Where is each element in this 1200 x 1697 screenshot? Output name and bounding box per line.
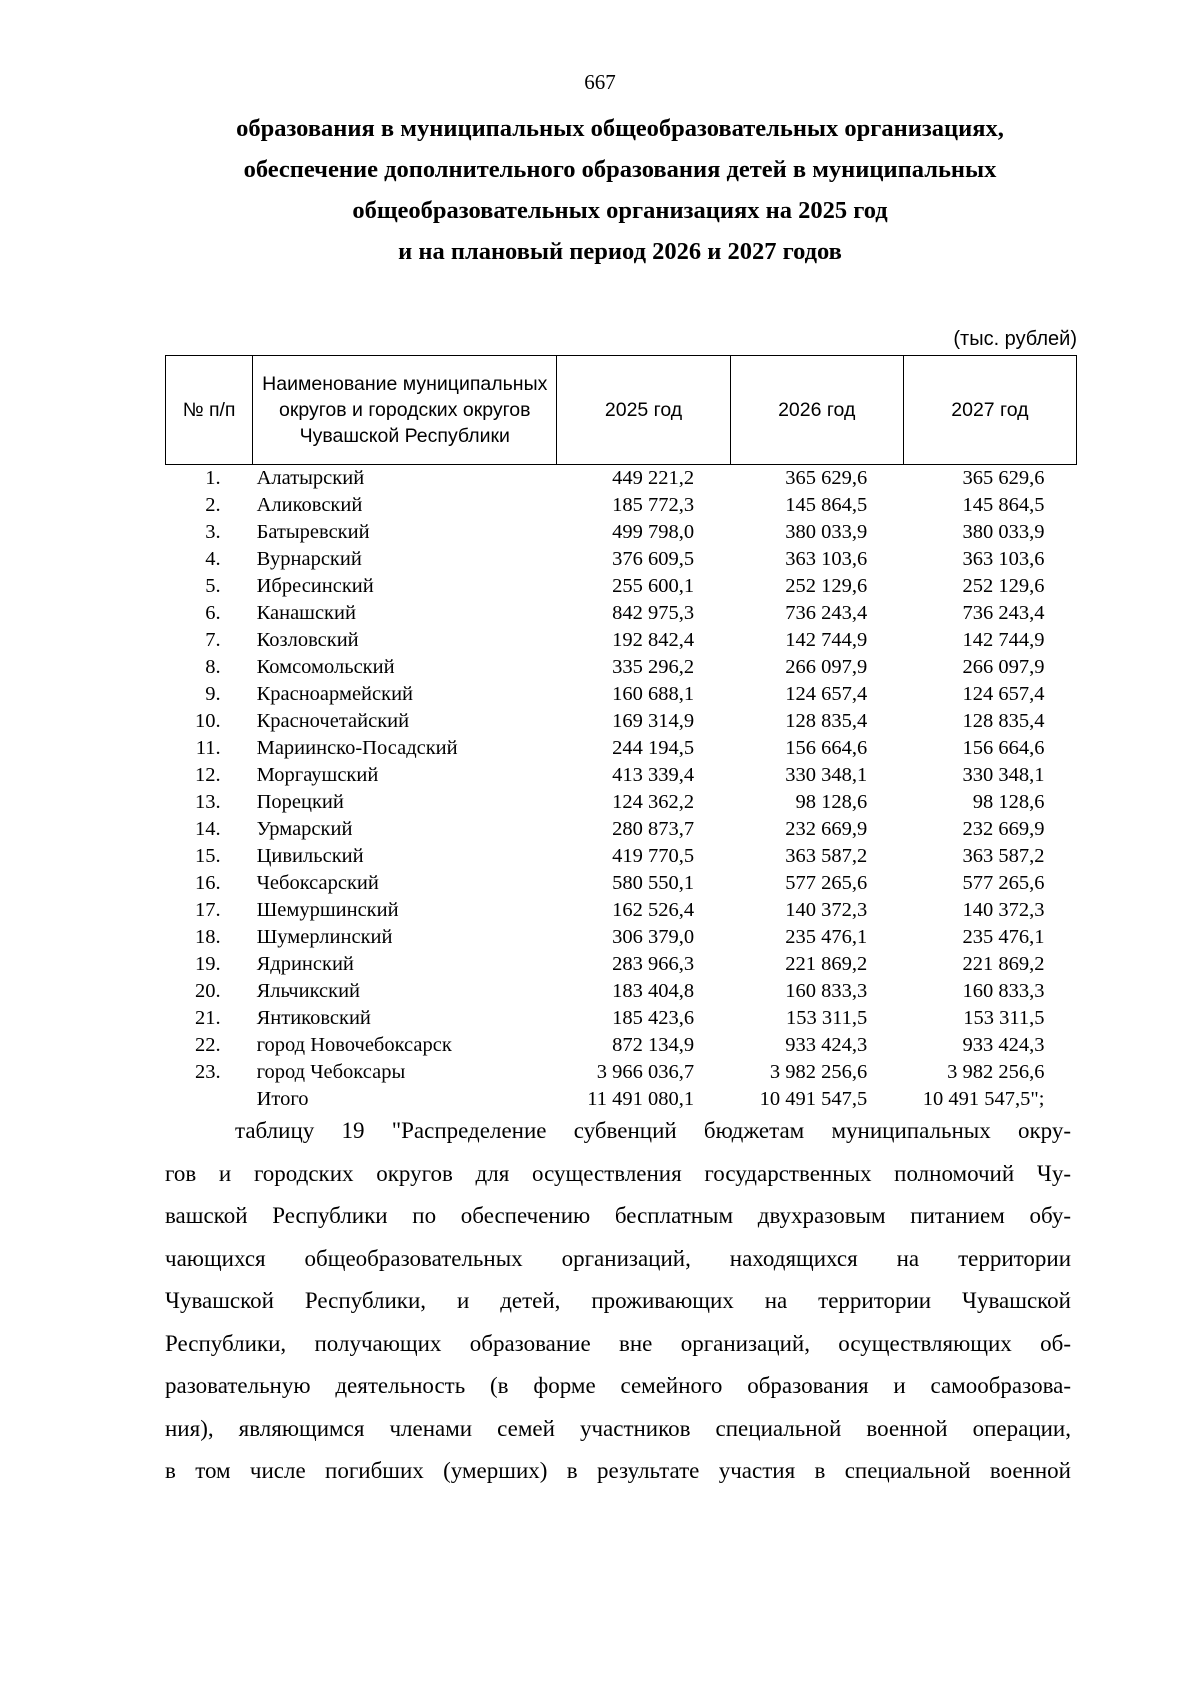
value-2027: 160 833,3 [962,980,1045,1002]
header-num: № п/п [166,356,253,465]
row-name: Шумерлинский [256,926,393,948]
row-number [166,1086,253,1113]
table-row [166,1059,1077,1086]
paragraph-line: Чувашской Республики, и детей, проживающих на территории Чувашской [165,1288,1071,1313]
value-2025: 499 798,0 [612,521,695,543]
row-name: город Чебоксары [256,1061,406,1083]
paragraph-line: Республики, получающих образование вне организаций, осуществляющих об- [165,1330,1071,1356]
value-2027: 98 128,6 [972,791,1045,813]
table-row [166,492,1077,519]
table-row [166,1032,1077,1059]
table-row [166,924,1077,951]
value-2025: 872 134,9 [612,1034,695,1056]
header-2025: 2025 год [557,356,730,465]
subsidy-table [165,355,1077,1113]
row-number: 4. [205,548,221,570]
value-2025: 169 314,9 [612,710,695,732]
value-2026: 156 664,6 [785,737,868,759]
value-2025: 419 770,5 [612,845,695,867]
header-name: Наименование муниципальных округов и городских округов Чувашской Республики [253,356,557,465]
table-row [166,762,1077,789]
value-2026: 145 864,5 [785,494,868,516]
value-2026: 98 128,6 [795,791,868,813]
value-2026: 365 629,6 [785,467,868,489]
value-2026: 153 311,5 [786,1007,868,1029]
row-name: Цивильский [256,845,364,867]
table-row [166,600,1077,627]
value-2026: 736 243,4 [785,602,868,624]
value-2027: 330 348,1 [962,764,1045,786]
paragraph-line: разовательную деятельность (в форме семейного образования и самообразова- [165,1373,1071,1398]
table-row [166,654,1077,681]
table-row [166,708,1077,735]
value-2025: 580 550,1 [612,872,695,894]
row-name: Порецкий [256,791,344,813]
value-2027: 140 372,3 [962,899,1045,921]
row-number: 10. [194,710,221,732]
row-number: 15. [194,845,221,867]
row-number: 13. [194,791,221,813]
row-name: Моргаушский [256,764,379,786]
row-number: 3. [205,521,221,543]
row-number: 8. [205,656,221,678]
value-2027: 577 265,6 [962,872,1045,894]
row-name: Чебоксарский [256,872,379,894]
value-2026: 124 657,4 [785,683,868,705]
row-name: город Новочебоксарск [256,1034,452,1056]
row-name: Яльчикский [256,980,361,1002]
value-2025: 124 362,2 [612,791,695,813]
value-2025: 183 404,8 [612,980,695,1002]
paragraph-line: ния), являющимся членами семей участников специальной военной операции, [165,1415,1071,1441]
row-name: Итого [256,1088,309,1110]
row-name: Мариинско-Посадский [256,737,458,759]
row-number: 2. [205,494,221,516]
value-2025: 283 966,3 [612,953,695,975]
value-2027: 153 311,5 [963,1007,1045,1029]
total-row [166,1086,1077,1113]
value-2025: 413 339,4 [612,764,695,786]
table-row [166,897,1077,924]
value-2025: 306 379,0 [612,926,695,948]
value-2025: 3 966 036,7 [596,1061,695,1083]
row-name: Комсомольский [256,656,395,678]
table-row [166,735,1077,762]
value-2027: 128 835,4 [962,710,1045,732]
value-2025: 244 194,5 [612,737,695,759]
value-2026: 933 424,3 [785,1034,868,1056]
value-2025: 185 772,3 [612,494,695,516]
value-2027: 221 869,2 [962,953,1045,975]
row-number: 9. [205,683,221,705]
document-title [170,108,1070,272]
value-2025: 255 600,1 [612,575,695,597]
value-2026: 3 982 256,6 [769,1061,868,1083]
title-line: и на плановый период 2026 и 2027 годов [398,238,842,265]
table-row [166,789,1077,816]
row-name: Канашский [256,602,356,624]
row-name: Красночетайский [256,710,410,732]
paragraph-line: вашской Республики по обеспечению бесплатным двухразовым питанием обу- [165,1203,1071,1228]
page-number: 667 [584,70,616,94]
table-row [166,816,1077,843]
header-2027: 2027 год [903,356,1076,465]
value-2026: 160 833,3 [785,980,868,1002]
row-number: 14. [194,818,221,840]
row-number: 20. [194,980,221,1002]
row-number: 7. [205,629,221,651]
title-line: образования в муниципальных общеобразовательных организациях, [236,115,1004,142]
value-2026: 10 491 547,5 [759,1088,868,1110]
paragraph-line: таблицу 19 "Распределение субвенций бюджетам муниципальных окру- [235,1118,1071,1143]
row-number: 18. [194,926,221,948]
value-2026: 232 669,9 [785,818,868,840]
row-number: 23. [194,1061,221,1083]
value-2027: 363 103,6 [962,548,1045,570]
value-2025: 842 975,3 [612,602,695,624]
row-name: Янтиковский [256,1007,371,1029]
table-header-row [166,356,1077,465]
value-2027: 156 664,6 [962,737,1045,759]
value-2026: 363 103,6 [785,548,868,570]
value-2026: 252 129,6 [785,575,868,597]
table-body [166,465,1077,1114]
table-row [166,627,1077,654]
value-2025: 376 609,5 [612,548,695,570]
value-2026: 380 033,9 [785,521,868,543]
row-name: Красноармейский [256,683,414,705]
value-2027: 380 033,9 [962,521,1045,543]
value-2026: 266 097,9 [785,656,868,678]
row-number: 19. [194,953,221,975]
value-2026: 140 372,3 [785,899,868,921]
row-number: 21. [194,1007,221,1029]
value-2027: 235 476,1 [962,926,1045,948]
row-name: Батыревский [256,521,370,543]
value-2026: 363 587,2 [785,845,868,867]
value-2027: 124 657,4 [962,683,1045,705]
row-name: Урмарский [256,818,353,840]
table-row [166,573,1077,600]
value-2027: 266 097,9 [962,656,1045,678]
row-name: Ибресинский [256,575,374,597]
value-2027: 363 587,2 [962,845,1045,867]
header-2026: 2026 год [730,356,903,465]
title-line: обеспечение дополнительного образования детей в муниципальных [243,156,997,183]
table-row [166,870,1077,897]
row-number: 1. [205,467,221,489]
value-2025: 335 296,2 [612,656,695,678]
table-row [166,843,1077,870]
table-row [166,546,1077,573]
value-2027: 232 669,9 [962,818,1045,840]
row-number: 16. [194,872,221,894]
table-row [166,681,1077,708]
paragraph-line: гов и городских округов для осуществления государственных полномочий Чу- [165,1160,1071,1186]
value-2027: 365 629,6 [962,467,1045,489]
title-line: общеобразовательных организациях на 2025 год [352,197,888,224]
row-name: Вурнарский [256,548,362,570]
value-2027: 252 129,6 [962,575,1045,597]
value-2025: 192 842,4 [612,629,695,651]
row-number: 22. [194,1034,221,1056]
row-name: Шемуршинский [256,899,399,921]
value-2025: 11 491 080,1 [587,1088,695,1110]
value-2026: 221 869,2 [785,953,868,975]
table-row [166,1005,1077,1032]
value-2027: 736 243,4 [962,602,1045,624]
units-label: (тыс. рублей) [953,328,1077,350]
value-2025: 185 423,6 [612,1007,695,1029]
value-2026: 142 744,9 [785,629,868,651]
value-2027: 3 982 256,6 [947,1061,1045,1083]
value-2025: 280 873,7 [612,818,695,840]
row-name: Козловский [256,629,359,651]
row-name: Аликовский [256,494,363,516]
table-row [166,951,1077,978]
row-number: 17. [194,899,221,921]
table-row [166,465,1077,493]
value-2027: 145 864,5 [962,494,1045,516]
value-2027: 933 424,3 [962,1034,1045,1056]
table-row [166,978,1077,1005]
value-2025: 449 221,2 [612,467,695,489]
row-number: 6. [205,602,221,624]
row-number: 5. [205,575,221,597]
value-2026: 577 265,6 [785,872,868,894]
value-2027: 10 491 547,5"; [922,1088,1045,1110]
value-2025: 162 526,4 [612,899,695,921]
value-2025: 160 688,1 [612,683,695,705]
value-2026: 235 476,1 [785,926,868,948]
table-row [166,519,1077,546]
paragraph-line: чающихся общеобразовательных организаций, находящихся на территории [165,1245,1071,1271]
paragraph-line: в том числе погибших (умерших) в результате участия в специальной военной [165,1458,1071,1483]
value-2027: 142 744,9 [962,629,1045,651]
body-paragraph [165,1110,1071,1493]
row-name: Ядринский [256,953,354,975]
value-2026: 330 348,1 [785,764,868,786]
row-number: 11. [195,737,221,759]
value-2026: 128 835,4 [785,710,868,732]
row-name: Алатырский [256,467,365,489]
row-number: 12. [194,764,221,786]
